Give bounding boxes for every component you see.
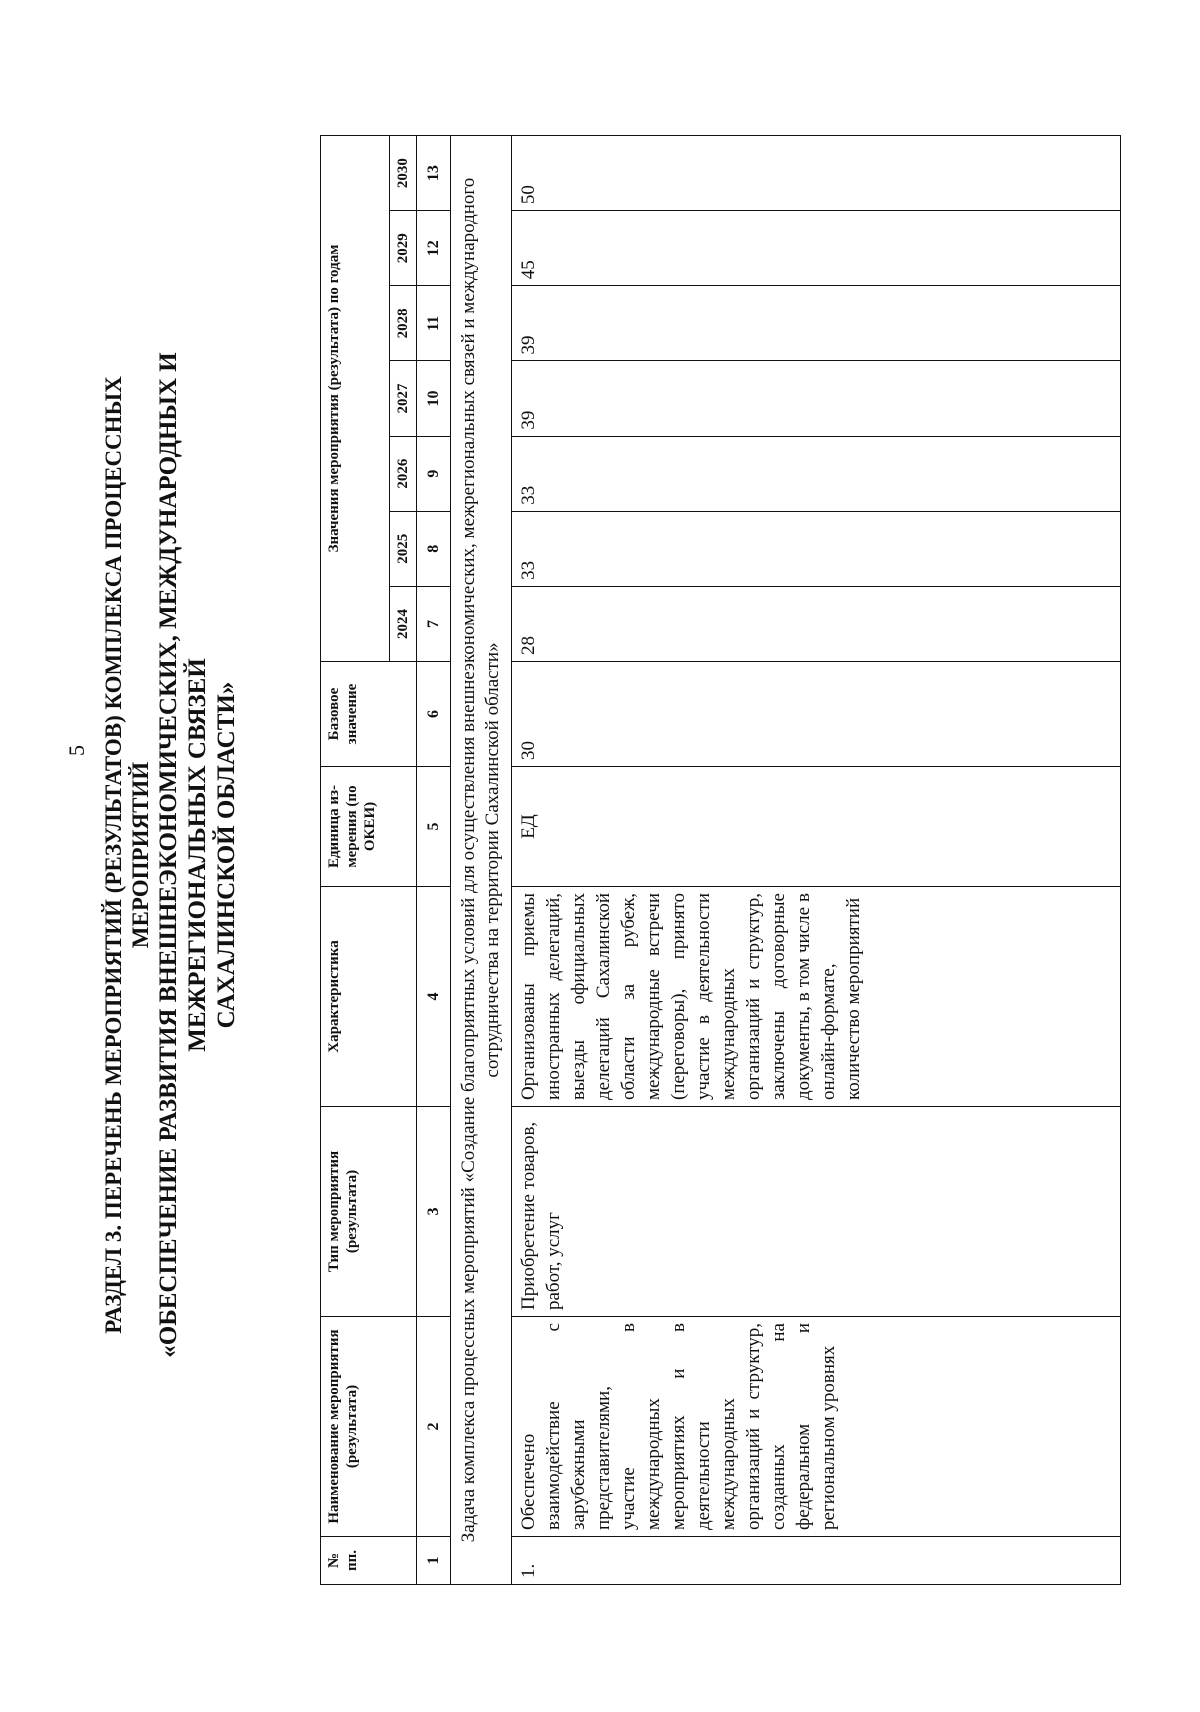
page-number-label: 5 xyxy=(64,745,89,756)
row-value-2028: 39 xyxy=(512,286,1121,361)
row-value-2027: 39 xyxy=(512,361,1121,436)
column-number: 7 xyxy=(417,586,451,661)
column-number: 10 xyxy=(417,361,451,436)
header-year: 2025 xyxy=(390,511,417,586)
title-line-5: САХАЛИНСКОЙ ОБЛАСТИ» xyxy=(213,681,240,1029)
title-line-2: МЕРОПРИЯТИЙ xyxy=(128,761,153,949)
title-line-4: МЕЖРЕГИОНАЛЬНЫХ СВЯЗЕЙ xyxy=(184,658,211,1052)
header-values-group: Значения мероприятия (результата) по годам xyxy=(321,136,390,662)
header-year: 2028 xyxy=(390,286,417,361)
header-year: 2026 xyxy=(390,436,417,511)
row-num: 1. xyxy=(512,1537,1121,1585)
section-title xyxy=(100,125,310,1585)
row-base: 30 xyxy=(512,662,1121,767)
title-line-3: «ОБЕСПЕЧЕНИЕ РАЗВИТИЯ ВНЕШНЕЭКОНОМИЧЕСКИХ, МЕЖДУНАРОДНЫХ И xyxy=(155,352,182,1358)
column-number: 12 xyxy=(417,211,451,286)
column-number: 5 xyxy=(417,767,451,887)
row-value-2029: 45 xyxy=(512,211,1121,286)
task-row xyxy=(451,136,512,1585)
column-number: 1 xyxy=(417,1537,451,1585)
header-year: 2029 xyxy=(390,211,417,286)
header-base: Базовое значение xyxy=(321,662,417,767)
measures-table-wrapper xyxy=(320,135,1110,1585)
column-number: 3 xyxy=(417,1107,451,1317)
header-unit: Единица из-мерения (по ОКЕИ) xyxy=(321,767,417,887)
column-number: 11 xyxy=(417,286,451,361)
header-type: Тип мероприятия (результата) xyxy=(321,1107,417,1317)
header-num: № пп. xyxy=(321,1537,417,1585)
row-unit: ЕД xyxy=(512,767,1121,887)
row-characteristic: Организованы приемы иностранных делегаций, выезды официальных делегаций Сахалинской области за рубеж, международные встречи (переговоры), принято участие в деятельности международных организаций и структур, заключены договорные документы, в том числе в онлайн-формате, количество мероприятий xyxy=(512,887,1121,1107)
row-value-2025: 33 xyxy=(512,511,1121,586)
task-description: Задача комплекса процессных мероприятий «Создание благоприятных условий для осуществления внешнеэкономических, межрегиональных связей и международного сотрудничества на территории Сахалинской области» xyxy=(451,136,512,1585)
column-number: 2 xyxy=(417,1317,451,1537)
title-line-1: РАЗДЕЛ 3. ПЕРЕЧЕНЬ МЕРОПРИЯТИЙ (РЕЗУЛЬТАТОВ) КОМПЛЕКСА ПРОЦЕССНЫХ xyxy=(101,376,126,1334)
row-value-2024: 28 xyxy=(512,586,1121,661)
row-value-2026: 33 xyxy=(512,436,1121,511)
column-number: 4 xyxy=(417,887,451,1107)
row-value-2030: 50 xyxy=(512,136,1121,211)
header-year: 2024 xyxy=(390,586,417,661)
row-name: Обеспечено взаимодействие с зарубежными представителями, участие в международных мероприятиях и в деятельности международных организаций и структур, созданных на федеральном и региональном уровнях xyxy=(512,1317,1121,1537)
column-number: 6 xyxy=(417,662,451,767)
header-year: 2030 xyxy=(390,136,417,211)
landscape-page xyxy=(50,45,1150,1645)
table-row xyxy=(512,136,1121,1585)
column-number-row xyxy=(417,136,451,1585)
column-number: 13 xyxy=(417,136,451,211)
header-name: Наименование мероприятия (результата) xyxy=(321,1317,417,1537)
header-characteristic: Характеристика xyxy=(321,887,417,1107)
header-year: 2027 xyxy=(390,361,417,436)
column-number: 9 xyxy=(417,436,451,511)
measures-table xyxy=(320,135,1121,1585)
column-number: 8 xyxy=(417,511,451,586)
row-type: Приобретение товаров, работ, услуг xyxy=(512,1107,1121,1317)
